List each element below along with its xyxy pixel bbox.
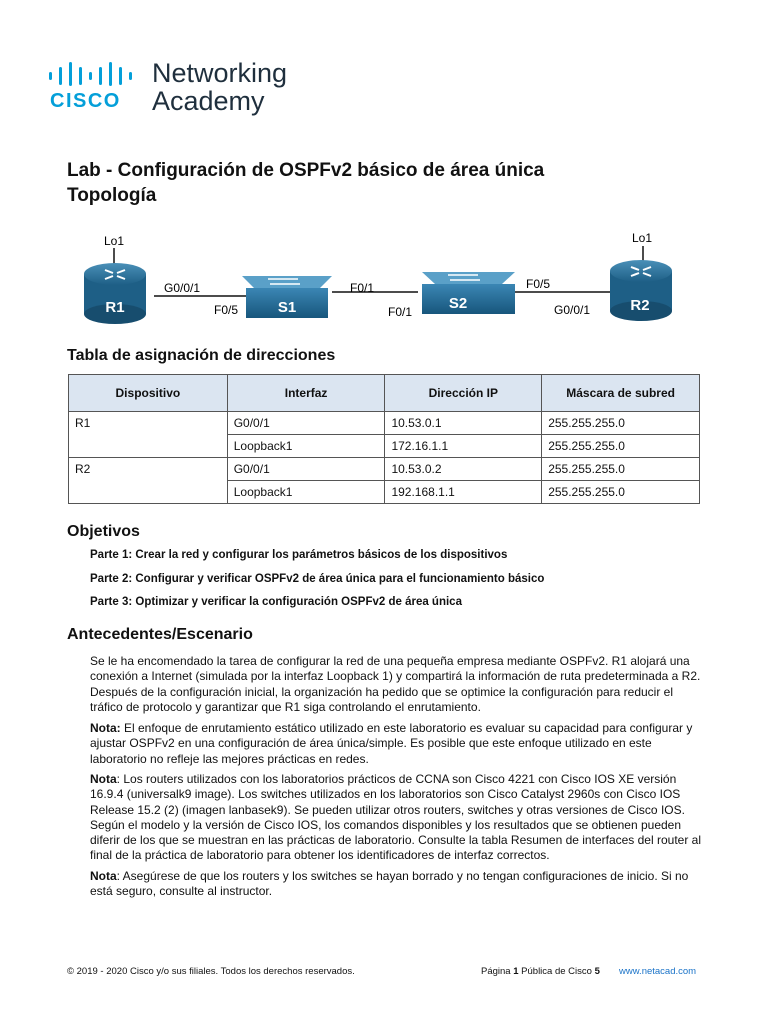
label-s1: S1 <box>277 299 297 316</box>
label-s1-f01: F0/1 <box>350 281 375 295</box>
note-2-label: Nota <box>90 772 117 786</box>
note-1-text: El enfoque de enrutamiento estático utilizado en este laboratorio es evaluar su capacidad para configurar y ajustar OSPFv2 en una configuración de área única/simple. Es posible que este enfoque utilizado en este laboratorio no refleje las mejores prácticas en redes. <box>90 721 693 766</box>
table-row <box>69 412 700 435</box>
note-3-text: : Asegúrese de que los routers y los switches se hayan borrado y no tengan configuraciones de inicio. Si no está seguro, consulte al instructor. <box>90 869 689 899</box>
cisco-wordmark: CISCO <box>50 90 121 112</box>
cell-device: R1 <box>69 412 228 458</box>
topology-title: Topología <box>67 185 157 206</box>
cell-mask: 255.255.255.0 <box>542 458 700 481</box>
cell-mask: 255.255.255.0 <box>542 435 700 458</box>
cisco-bars-icon <box>48 62 140 86</box>
addressing-table-title: Tabla de asignación de direcciones <box>67 347 336 364</box>
cell-ip: 10.53.0.1 <box>385 412 542 435</box>
objective-part-3: Parte 3: Optimizar y verificar la configuración OSPFv2 de área única <box>90 596 462 608</box>
table-row <box>69 458 700 481</box>
footer-copyright: © 2019 - 2020 Cisco y/o sus filiales. Todos los derechos reservados. <box>67 966 355 977</box>
objective-part-2: Parte 2: Configurar y verificar OSPFv2 de área única para el funcionamiento básico <box>90 573 545 585</box>
header-ip: Dirección IP <box>385 375 542 412</box>
label-lo1-r1: Lo1 <box>103 234 125 248</box>
label-lo1-r2: Lo1 <box>631 231 653 245</box>
switch-s2-icon <box>422 272 515 314</box>
topology-diagram <box>70 226 710 326</box>
note-2-text: : Los routers utilizados con los laboratorios prácticos de CCNA son Cisco 4221 con Cisco IOS XE versión 16.9.4 (universalk9 image). Los switches utilizados en los laboratorios son Cisco Catalyst 2960s con Cisco IOS Release 15.2 (2) (imagen lanbasek9). Se pueden utilizar otros routers, switches y otras versiones de Cisco IOS. Según el modelo y la versión de Cisco IOS, los comandos disponibles y los resultados que se obtienen pueden diferir de los que se muestran en las prácticas de laboratorio. Consulte la tabla Resumen de interfaces del router al final de la práctica de laboratorio para obtener los identificadores de interfaz correctos. <box>90 772 701 863</box>
objectives-title: Objetivos <box>67 523 140 540</box>
label-s1-f05: F0/5 <box>214 303 239 317</box>
note-2 <box>90 772 702 864</box>
router-r2-icon <box>610 260 672 321</box>
cisco-networking-academy-logo <box>48 58 308 116</box>
cell-mask: 255.255.255.0 <box>542 481 700 504</box>
cell-mask: 255.255.255.0 <box>542 412 700 435</box>
lab-title: Lab - Configuración de OSPFv2 básico de área única <box>67 160 545 181</box>
label-r2-g001: G0/0/1 <box>554 303 591 317</box>
label-s2-f05: F0/5 <box>526 277 551 291</box>
background-title: Antecedentes/Escenario <box>67 626 253 643</box>
router-r1-icon <box>84 263 146 324</box>
footer-page-prefix: Página <box>481 966 514 977</box>
label-s2: S2 <box>448 295 468 312</box>
header-mask: Máscara de subred <box>542 375 700 412</box>
footer-page-info <box>481 966 600 977</box>
label-r1-g001: G0/0/1 <box>164 281 201 295</box>
cell-ip: 192.168.1.1 <box>385 481 542 504</box>
cell-ip: 10.53.0.2 <box>385 458 542 481</box>
note-3 <box>90 869 702 900</box>
addressing-table <box>68 374 700 504</box>
logo-academy-text: Academy <box>152 86 265 116</box>
label-s2-f01: F0/1 <box>388 305 413 319</box>
footer-page-mid: Pública de Cisco <box>518 966 595 977</box>
footer-url-link[interactable]: www.netacad.com <box>619 966 697 977</box>
table-header-row <box>69 375 700 412</box>
header-interface: Interfaz <box>227 375 385 412</box>
cell-interface: G0/0/1 <box>227 412 385 435</box>
note-3-label: Nota <box>90 869 117 883</box>
cell-interface: Loopback1 <box>227 481 385 504</box>
cell-device: R2 <box>69 458 228 504</box>
footer-page-total: 5 <box>594 966 600 977</box>
cell-ip: 172.16.1.1 <box>385 435 542 458</box>
header-device: Dispositivo <box>69 375 228 412</box>
footer-page-number: 1 <box>513 966 519 977</box>
cell-interface: G0/0/1 <box>227 458 385 481</box>
footer-url-wrap <box>619 966 696 977</box>
note-1 <box>90 721 702 767</box>
background-paragraph: Se le ha encomendado la tarea de configurar la red de una pequeña empresa mediante OSPFv2. R1 alojará una conexión a Internet (simulada por la interfaz Loopback 1) y compartirá la información de ruta predeterminada a R2. Después de la configuración inicial, la organización ha pedido que se optimice la configuración para reducir el tráfico de protocolo y garantizar que R1 siga controlando el enrutamiento. <box>90 654 701 714</box>
logo-networking-text: Networking <box>152 58 288 88</box>
note-1-label: Nota: <box>90 721 121 735</box>
cell-interface: Loopback1 <box>227 435 385 458</box>
label-r2: R2 <box>630 297 650 314</box>
switch-s1-icon <box>242 276 332 318</box>
objective-part-1: Parte 1: Crear la red y configurar los parámetros básicos de los dispositivos <box>90 549 508 561</box>
label-r1: R1 <box>105 299 125 316</box>
